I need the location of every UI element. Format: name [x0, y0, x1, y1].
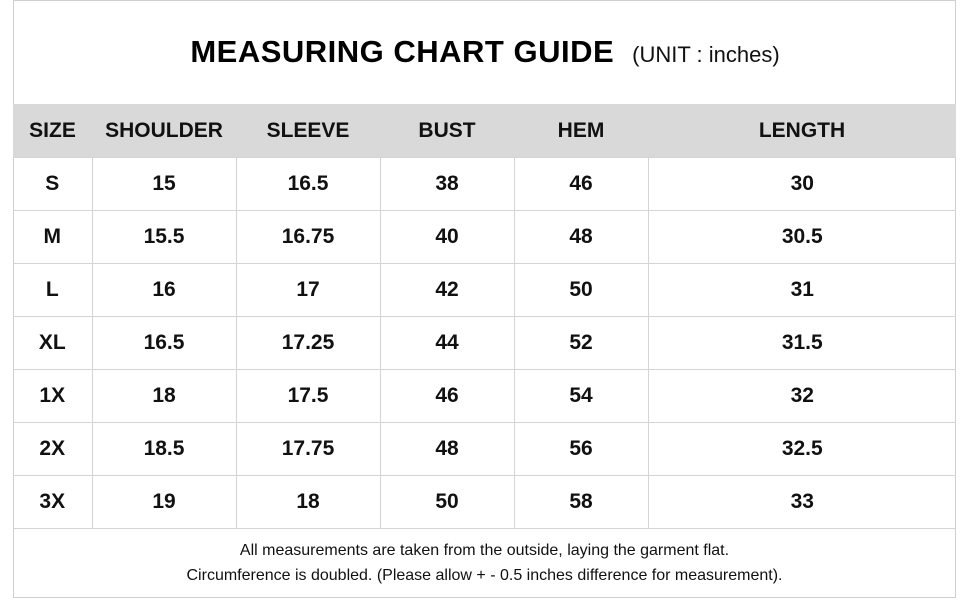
cell-shoulder: 19: [92, 476, 236, 529]
cell-size: 2X: [13, 423, 92, 476]
cell-length: 30.5: [648, 211, 956, 264]
cell-length: 30: [648, 158, 956, 211]
table-body: [13, 158, 956, 529]
table-row: [13, 211, 956, 264]
cell-hem: 56: [514, 423, 648, 476]
header-row: [13, 104, 956, 158]
title-row: [0, 0, 970, 104]
table-row: [13, 370, 956, 423]
cell-bust: 44: [380, 317, 514, 370]
cell-size: S: [13, 158, 92, 211]
header-size: SIZE: [13, 104, 92, 158]
cell-shoulder: 18: [92, 370, 236, 423]
table-row: [13, 476, 956, 529]
cell-sleeve: 17.5: [236, 370, 380, 423]
table-row: [13, 423, 956, 476]
table-header: [13, 104, 956, 158]
cell-sleeve: 18: [236, 476, 380, 529]
measurement-notes: [13, 538, 956, 588]
cell-bust: 50: [380, 476, 514, 529]
cell-length: 32.5: [648, 423, 956, 476]
note-line: Circumference is doubled. (Please allow + - 0.5 inches difference for measurement).: [186, 567, 783, 584]
cell-hem: 46: [514, 158, 648, 211]
cell-bust: 40: [380, 211, 514, 264]
header-length: LENGTH: [648, 104, 956, 158]
cell-length: 33: [648, 476, 956, 529]
cell-sleeve: 16.75: [236, 211, 380, 264]
cell-length: 31.5: [648, 317, 956, 370]
cell-hem: 54: [514, 370, 648, 423]
cell-shoulder: 18.5: [92, 423, 236, 476]
cell-hem: 52: [514, 317, 648, 370]
cell-bust: 42: [380, 264, 514, 317]
header-sleeve: SLEEVE: [236, 104, 380, 158]
cell-hem: 50: [514, 264, 648, 317]
cell-sleeve: 17: [236, 264, 380, 317]
cell-hem: 58: [514, 476, 648, 529]
cell-shoulder: 16: [92, 264, 236, 317]
cell-size: M: [13, 211, 92, 264]
cell-hem: 48: [514, 211, 648, 264]
cell-sleeve: 16.5: [236, 158, 380, 211]
header-bust: BUST: [380, 104, 514, 158]
cell-bust: 46: [380, 370, 514, 423]
unit-label: (UNIT : inches): [632, 42, 780, 67]
cell-bust: 48: [380, 423, 514, 476]
cell-size: XL: [13, 317, 92, 370]
table-row: [13, 158, 956, 211]
cell-size: 3X: [13, 476, 92, 529]
page-title: MEASURING CHART GUIDE: [190, 34, 615, 69]
cell-size: 1X: [13, 370, 92, 423]
header-shoulder: SHOULDER: [92, 104, 236, 158]
header-hem: HEM: [514, 104, 648, 158]
table-row: [13, 317, 956, 370]
size-table: [13, 104, 956, 529]
note-line: All measurements are taken from the outside, laying the garment flat.: [239, 542, 730, 559]
cell-sleeve: 17.75: [236, 423, 380, 476]
cell-bust: 38: [380, 158, 514, 211]
cell-shoulder: 15.5: [92, 211, 236, 264]
table-row: [13, 264, 956, 317]
cell-size: L: [13, 264, 92, 317]
cell-length: 31: [648, 264, 956, 317]
cell-shoulder: 16.5: [92, 317, 236, 370]
cell-sleeve: 17.25: [236, 317, 380, 370]
cell-shoulder: 15: [92, 158, 236, 211]
cell-length: 32: [648, 370, 956, 423]
